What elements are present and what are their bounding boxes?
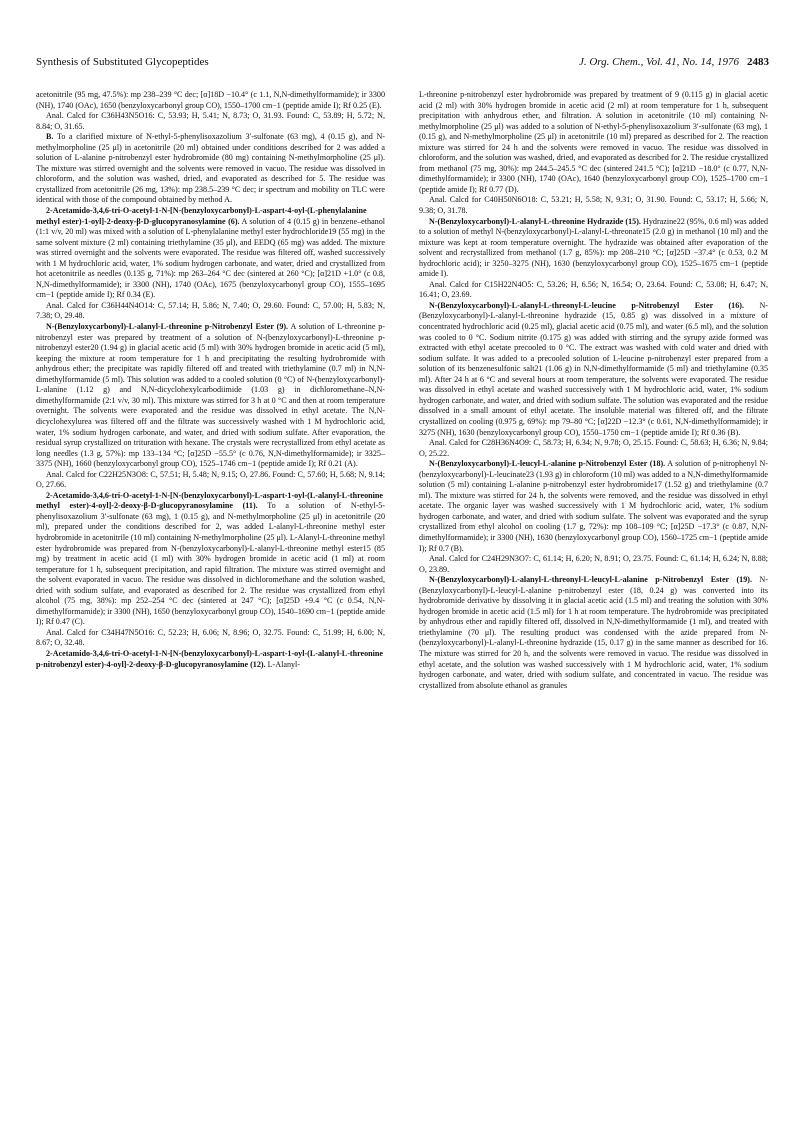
paragraph: 2-Acetamido-3,4,6-tri-O-acetyl-1-N-[N-(benzyloxycarbonyl)-L-aspart-1-oyl-(L-alanyl-L-threonine methyl ester)-4-oyl]-2-deoxy-β-D-glucopyranosylamine (11). To a solution of N-ethyl-5-phenylisoxazolium 3′-sulfonate (63 mg), 1 (0.15 g), and N-methylmorpholine (25 μl) in acetonitrile (20 ml), prepared under the conditions described for 2, was added L-alanyl-L-threonine methyl ester hydrobromide in acetonitrile (10 ml) containing N-methylmorpholine (25 μl). L-Alanyl-L-threonine methyl ester hydrobromide was prepared from N-(benzyloxycarbonyl)-L-alanyl-L-threonine methyl ester15 (85 mg) by treatment in acetic acid (1 ml) with 30% hydrogen bromide in acetic acid (1 ml) at room temperature for 1 h, subsequent precipitation, and rapid filtration. The mixture was stirred overnight and the solvent evaporated in vacuo. The residue was dissolved in dichloromethane and the solution washed, dried with sodium sulfate, and evaporated as described for 2. The residue was crystallized from ethyl alcohol (75 mg, 38%): mp 252–254 °C dec (sintered at 247 °C); [α]25D +9.4 °C (c 0.54, N,N-dimethylformamide); ir 3300 (NH), 1650 (benzyloxycarbonyl group CO), 1540–1690 cm−1 (peptide amide I); Rf 0.47 (C). xyxy=(36,490,385,627)
paragraph: 2-Acetamido-3,4,6-tri-O-acetyl-1-N-[N-(benzyloxycarbonyl)-L-aspart-1-oyl-(L-alanyl-L-threonine p-nitrobenzyl ester)-4-oyl]-2-deoxy-β-D-glucopyranosylamine (12). L-Alanyl- xyxy=(36,648,384,669)
paragraph: 2-Acetamido-3,4,6-tri-O-acetyl-1-N-[N-(benzyloxycarbonyl)-L-aspart-4-oyl-(L-phenylalanine methyl ester)-1-oyl]-2-deoxy-β-D-glucopyranosylamine (6). A solution of 4 (0.15 g) in benzene–ethanol (1:1 v/v, 20 ml) was mixed with a solution of L-phenylalanine methyl ester hydrochloride19 (55 mg) in the same solvent mixture (2 ml) containing triethylamine (35 μl), and EEDQ (65 mg) was added. The mixture was stirred overnight and the solvents were evaporated. The residue was filtered off, washed successively with 1 M hydrochloric acid, water, 1% sodium hydrogen carbonate, and water, dried and crystallized from hot acetonitrile as needles (0.135 g, 71%): mp 263–264 °C dec (sintered at 260 °C); [α]21D +1.0° (c 0.8, N,N-dimethylformamide); ir 3300 (NH), 1740 (OAc), 1675 (benzyloxycarbonyl group CO), 1555–1695 cm−1 (peptide amide I); Rf 0.34 (E). xyxy=(36,206,385,300)
page-number: 2483 xyxy=(747,56,769,68)
paragraph: N-(Benzyloxycarbonyl)-L-alanyl-L-threonyl-L-leucine p-Nitrobenzyl Ester (16). N-(Benzyloxycarbonyl)-L-alanyl-L-threonine hydrazide (15, 0.85 g) was dissolved in a mixture of concentrated hydrochloric acid (0.25 ml), glacial acetic acid (0.75 ml), and water (6.5 ml), and the solution was cooled to 0 °C. Sodium nitrite (0.175 g) was added with stirring and the syrupy azide formed was extracted with ethyl acetate precooled to 0 °C. The extract was washed with cold water and dried with sodium sulfate. It was added to a precooled solution of L-leucine p-nitrobenzyl ester prepared from a solution of its benzenesulfonic salt21 (1.06 g) in N,N-dimethylformamide (5 ml) and triethylamine (0.35 ml). After 24 h at 6 °C and several hours at room temperature, the solvents were evaporated. The residue was dissolved in ethyl acetate and washed successively with 1 M hydrochloric acid, water, 1% sodium hydrogen carbonate, and water, and dried with sodium sulfate. The solution was evaporated and the residue dissolved in a small amount of ethyl acetate. The insoluble material was filtered off, and the filtrate crystallized on cooling (0.975 g, 69%): mp 79–80 °C; [α]22D −12.3° (c 0.61, N,N-dimethylformamide); ir 3275 (NH), 1630 (benzyloxycarbonyl group CO), 1550–1750 cm−1 (peptide amide I); Rf 0.36 (B). xyxy=(419,300,768,437)
paragraph: Anal. Calcd for C36H44N4O14: C, 57.14; H, 5.86; N, 7.40; O, 29.60. Found: C, 57.00; H, 5.83; N, 7.38; O, 29.48. xyxy=(36,300,385,321)
compound-heading: N-(Benzyloxycarbonyl)-L-alanyl-L-threonine p-Nitrobenzyl Ester (9). xyxy=(46,322,289,332)
paragraph: acetonitrile (95 mg, 47.5%): mp 238–239 °C dec; [α]18D −10.4° (c 1.1, N,N-dimethylformamide); ir 3300 (NH), 1740 (OAc), 1650 (benzyloxycarbonyl group CO), 1550–1700 cm−1 (peptide amide I); Rf 0.25 (E). xyxy=(36,90,385,110)
paragraph: Anal. Calcd for C28H36N4O9: C, 58.73; H, 6.34; N, 9.78; O, 25.15. Found: C, 58.63; H, 6.36; N, 9.84; O, 25.22. xyxy=(419,438,768,458)
paragraph: N-(Benzyloxycarbonyl)-L-leucyl-L-alanine p-Nitrobenzyl Ester (18). A solution of p-nitrophenyl N-(benzyloxycarbonyl)-L-leucinate23 (1.93 g) in chloroform (10 ml) was added to a N,N-dimethylformamide solution (5 ml) containing L-alanine p-nitrobenzyl ester hydrobromide17 (1.52 g) and triethylamine (0.7 ml). The mixture was stirred for 24 h, the solvents were removed, and the residue was dissolved in ethyl acetate. The organic layer was washed successively with 1 M hydrochloric acid, water, 1% sodium hydrogen carbonate, and water, and dried with sodium sulfate. The solvent was evaporated and the syrup crystallized from ethyl alcohol on cooling (1.7 g, 72%): mp 108–109 °C; [α]25D −17.3° (c 0.87, N,N-dimethylformamide); ir 3300 (NH), 1630 (benzyloxycarbonyl group CO), 1560–1725 cm−1 (peptide amide I); Rf 0.7 (B). xyxy=(419,459,768,553)
paragraph: B. To a clarified mixture of N-ethyl-5-phenylisoxazolium 3′-sulfonate (63 mg), 4 (0.15 g), and N-methylmorpholine (25 μl) in acetonitrile (20 ml) obtained under conditions described for 2 was added a solution of L-alanine p-nitrobenzyl ester hydrobromide (80 mg) containing N-methylmorpholine (25 μl). The mixture was stirred overnight and the solvents were removed in vacuo. The residue was dissolved in chloroform, and the solution was washed, dried, and evaporated as described for 5. The residue was crystallized from acetonitrile (26 mg, 13%): mp 238.5–239 °C dec; ir spectrum and mobility on TLC were identical with those of the compound obtained by method A. xyxy=(36,132,385,205)
running-header xyxy=(36,56,769,74)
compound-heading: N-(Benzyloxycarbonyl)-L-leucyl-L-alanine p-Nitrobenzyl Ester (18). xyxy=(429,459,666,469)
paragraph: Anal. Calcd for C24H29N3O7: C, 61.14; H, 6.20; N, 8.91; O, 23.75. Found: C, 61.14; H, 6.24; N, 8.88; O, 23.89. xyxy=(419,554,768,574)
section-label: B. xyxy=(46,132,54,142)
running-title: Synthesis of Substituted Glycopeptides xyxy=(36,56,209,68)
paragraph: Anal. Calcd for C36H43N5O16: C, 53.93; H, 5.41; N, 8.73; O, 31.93. Found: C, 53.89; H, 5.72; N, 8.84; O, 31.65. xyxy=(36,111,385,131)
paragraph: N-(Benzyloxycarbonyl)-L-alanyl-L-threonine Hydrazide (15). Hydrazine22 (95%, 0.6 ml) was added to a solution of methyl N-(benzyloxycarbonyl)-L-alanyl-L-threonate15 (2.0 g) in methanol (10 ml) and the mixture was kept at room temperature overnight. The hydrazide was obtained after evaporation of the solvent and recrystallized from methanol (1.7 g, 85%): mp 208–210 °C; [α]25D −37.4° (c 0.53, 0.2 M hydrochloric acid); ir 3250–3275 (NH), 1630 (benzyloxycarbonyl group CO), 1525–1675 cm−1 (peptide amide I). xyxy=(419,216,768,279)
compound-heading: 2-Acetamido-3,4,6-tri-O-acetyl-1-N-[N-(benzyloxycarbonyl)-L-aspart-4-oyl-(L-phenylalanine methyl ester)-1-oyl]-2-deoxy-β-D-glucopyranosylamine (6). xyxy=(36,206,367,226)
compound-heading: N-(Benzyloxycarbonyl)-L-alanyl-L-threonine Hydrazide (15). xyxy=(429,216,641,226)
paragraph: Anal. Calcd for C34H47N5O16: C, 52.23; H, 6.06; N, 8.96; O, 32.75. Found: C, 51.99; H, 6.00; N, 8.67; O, 32.48. xyxy=(36,627,385,648)
paragraph: L-threonine p-nitrobenzyl ester hydrobromide was prepared by treatment of 9 (0.115 g) in glacial acetic acid (2 ml) with 30% hydrogen bromide in acetic acid (2 ml) at room temperature for 1 h, subsequent precipitation with anhydrous ether, and filtration. A solution in acetonitrile (10 ml) containing N-methylmorpholine (25 μl) was added to a solution of N-ethyl-5-phenylisoxazolium 3′-sulfonate (63 mg), 1 (0.15 g), and N-methylmorpholine (25 μl) in acetonitrile (10 ml) prepared as described for 2. The reaction mixture was stirred for 24 h and the solvents were removed in vacuo. The residue was dissolved in chloroform, and the solution was washed, dried, and evaporated as described for 2. The residue crystallized from methanol (75 mg, 30%): mp 244.5–245.5 °C dec (sintered 241.5 °C); [α]21D −18.0° (c 0.77, N,N-dimethylformamide); ir 3300 (NH), 1740 (OAc), 1640 (benzyloxycarbonyl group CO), 1525–1700 cm−1 (peptide amide I); Rf 0.77 (D). xyxy=(419,90,768,194)
paragraph: N-(Benzyloxycarbonyl)-L-alanyl-L-threonyl-L-leucyl-L-alanine p-Nitrobenzyl Ester (19). N-(Benzyloxycarbonyl)-L-leucyl-L-alanine p-nitrobenzyl ester (18, 0.24 g) was converted into its hydrobromide derivative by dissolving it in glacial acetic acid (1.5 ml) and treating the solution with 30% hydrogen bromide in acetic acid (1.5 ml) for 1 h at room temperature. The hydrobromide was precipitated by anhydrous ether and rapidly filtered off, dissolved in N,N-dimethylformamide (1 ml), and treated with triethylamine (70 μl). The resulting product was condensed with the azide prepared from N-(benzyloxycarbonyl)-L-alanyl-L-threonine hydrazide (15, 0.17 g) in the same manner as described for 16. The mixture was stirred for 20 h, and the solvents were removed in vacuo. The residue was dissolved in ethyl acetate, and the solution was washed successively with 1 M hydrochloric acid, water, 1% sodium hydrogen carbonate, and water, dried with sodium sulfate, and concentrated in vacuo. The residue was crystallized from absolute ethanol as granules xyxy=(419,575,768,690)
paragraph: Anal. Calcd for C22H25N3O8: C, 57.51; H, 5.48; N, 9.15; O, 27.86. Found: C, 57.60; H, 5.68; N, 9.14; O, 27.66. xyxy=(36,469,385,490)
paragraph: Anal. Calcd for C40H50N6O18: C, 53.21; H, 5.58; N, 9.31; O, 31.90. Found: C, 53.17; H, 5.66; N, 9.38; O, 31.78. xyxy=(419,195,768,216)
right-column xyxy=(419,90,768,691)
left-column xyxy=(36,90,385,670)
compound-heading: N-(Benzyloxycarbonyl)-L-alanyl-L-threonyl-L-leucine p-Nitrobenzyl Ester (16). xyxy=(429,300,744,310)
paragraph: Anal. Calcd for C15H22N4O5: C, 53.26; H, 6.56; N, 16.54; O, 23.64. Found: C, 53.08; H, 6.47; N, 16.41; O, 23.69. xyxy=(419,279,768,300)
paragraph: N-(Benzyloxycarbonyl)-L-alanyl-L-threonine p-Nitrobenzyl Ester (9). A solution of L-threonine p-nitrobenzyl ester was prepared by treatment of a solution of N-(benzyloxycarbonyl)-L-threonine p-nitrobenzyl ester20 (1.94 g) in glacial acetic acid (5 ml) with 30% hydrogen bromide in acetic acid (5 ml), keeping the mixture at room temperature for 1 h and precipitating the resulting hydrobromide with anhydrous ether; the precipitate was rapidly filtered off and treated with triethylamine (0.7 ml) in N,N-dimethylformamide (5 ml). This solution was added to a cooled solution (0 °C) of N-(benzyloxycarbonyl)-L-alanine (1.12 g) and N,N-dicyclohexylcarbodiimide (1.03 g) in dichloromethane–N,N-dimethylformamide (2:1 v/v, 30 ml). This mixture was stirred for 3 h at 0 °C and then at room temperature overnight. The solvents were evaporated and the residue was dissolved in ethyl acetate. The N,N-dicyclohexylurea was filtered off and the filtrate was successively washed with 1 M hydrochloric acid, water, 1% sodium hydrogen carbonate, and water, and dried with sodium sulfate. After evaporation, the residual syrup crystallized on trituration with hexane. The crystals were recrystallized from ethyl acetate as long needles (1.3 g, 57%): mp 133–134 °C; [α]25D −55.5° (c 0.76, N,N-dimethylformamide); ir 3325–3375 (NH), 1660 (benzyloxycarbonyl group CO), 1525–1746 cm−1 (peptide amide I); Rf 0.21 (A). xyxy=(36,322,385,469)
journal-name: J. Org. Chem., Vol. 41, No. 14, 1976 xyxy=(578,56,739,68)
compound-heading: N-(Benzyloxycarbonyl)-L-alanyl-L-threonyl-L-leucyl-L-alanine p-Nitrobenzyl Ester (19). xyxy=(429,575,752,585)
compound-heading: 2-Acetamido-3,4,6-tri-O-acetyl-1-N-[N-(benzyloxycarbonyl)-L-aspart-1-oyl-(L-alanyl-L-threonine p-nitrobenzyl ester)-4-oyl]-2-deoxy-β-D-glucopyranosylamine (12). xyxy=(36,648,384,669)
compound-heading: 2-Acetamido-3,4,6-tri-O-acetyl-1-N-[N-(benzyloxycarbonyl)-L-aspart-1-oyl-(L-alanyl-L-threonine methyl ester)-4-oyl]-2-deoxy-β-D-glucopyranosylamine (11). xyxy=(36,490,384,511)
journal-citation xyxy=(579,56,769,68)
